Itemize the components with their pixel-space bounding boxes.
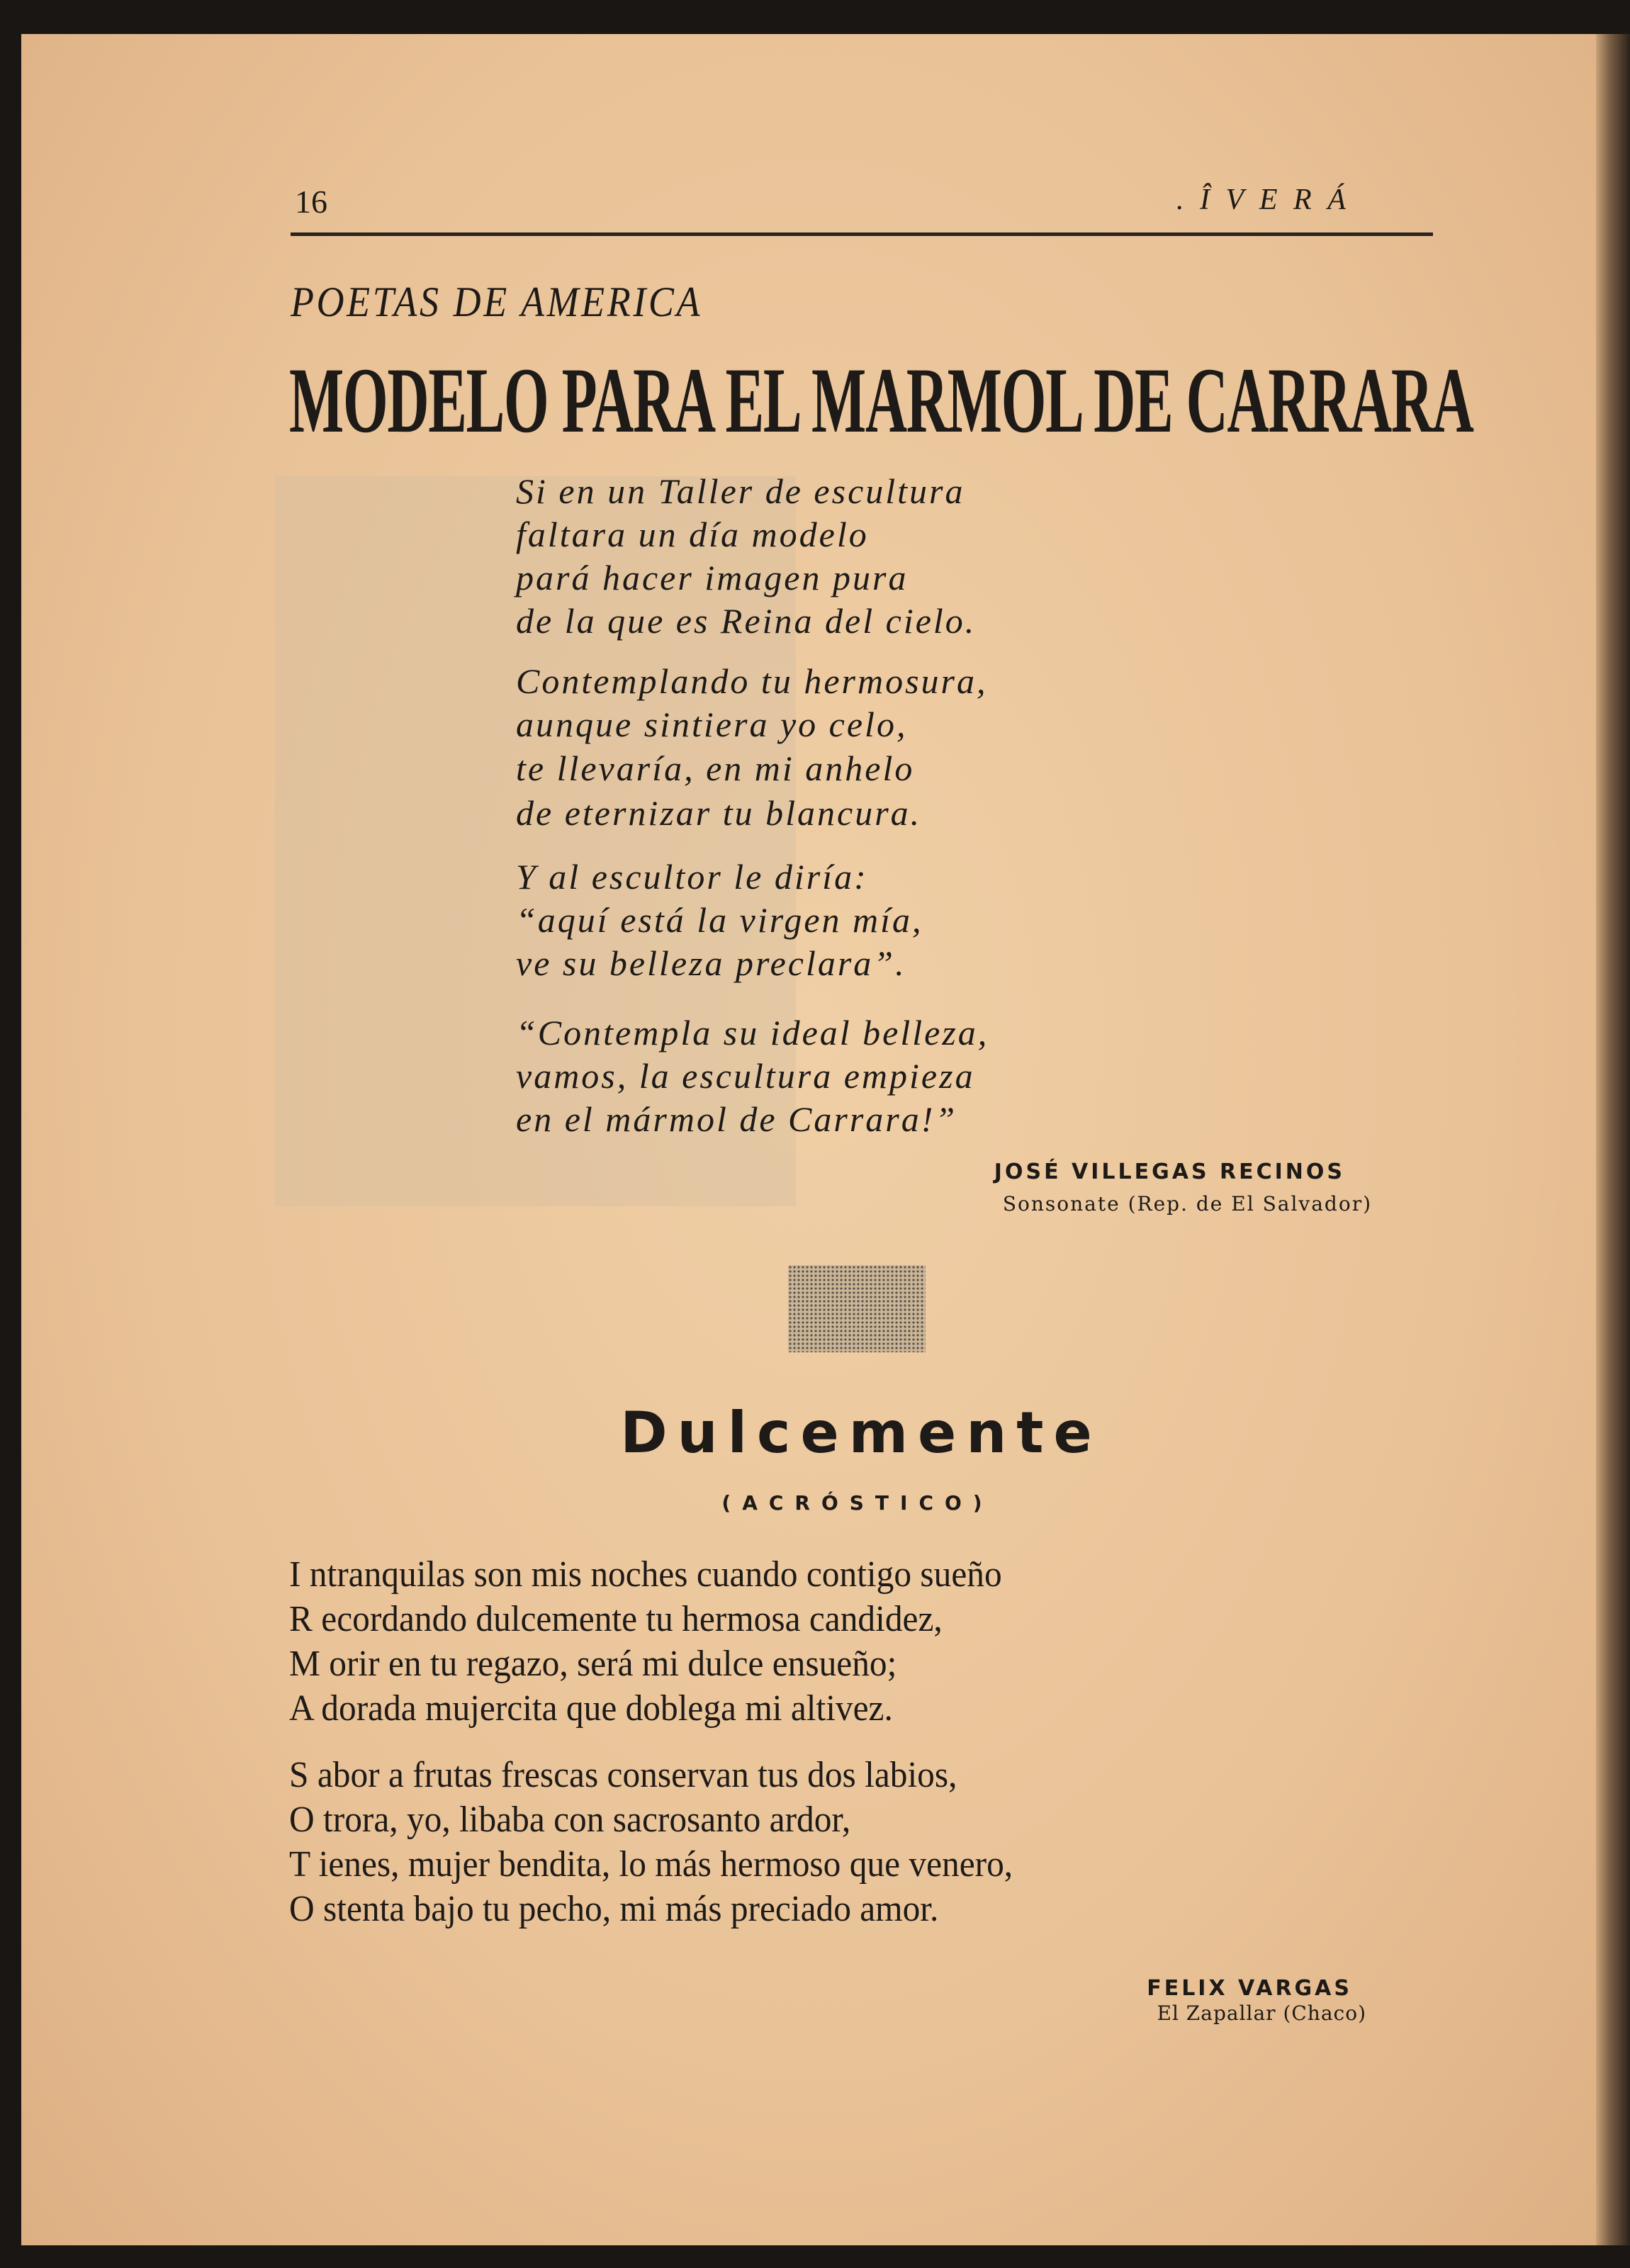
poem-line: ve su belleza preclara”. [516,943,906,983]
poem-line: R ecordando dulcemente tu hermosa candidez, [289,1599,943,1639]
poem-1-author: JOSÉ VILLEGAS RECINOS [994,1160,1345,1184]
poem-line: T ienes, mujer bendita, lo más hermoso que venero, [289,1844,1013,1885]
poem-line: O stenta bajo tu pecho, mi más preciado amor. [289,1889,939,1929]
page-number: 16 [295,184,327,220]
page-edge [1596,34,1630,2245]
poem-line: aunque sintiera yo celo, [516,704,908,744]
poem-line: S abor a frutas frescas conservan tus dos labios, [289,1755,957,1795]
poem-line: O trora, yo, libaba con sacrosanto ardor, [289,1800,851,1840]
poem-line: I ntranquilas son mis noches cuando contigo sueño [289,1554,1002,1595]
poem-line: pará hacer imagen pura [516,558,909,597]
header-rule [291,232,1433,236]
poem-line: vamos, la escultura empieza [516,1056,975,1096]
poem-line: te llevaría, en mi anhelo [516,748,915,788]
poem-line: Si en un Taller de escultura [516,471,965,511]
poem-1-place: Sonsonate (Rep. de El Salvador) [1002,1192,1372,1216]
poem-2-place: El Zapallar (Chaco) [1157,2002,1366,2025]
poem-line: “aquí está la virgen mía, [516,900,923,940]
poem-line: M orir en tu regazo, será mi dulce ensueño; [289,1644,897,1684]
poem-line: de la que es Reina del cielo. [516,601,977,641]
poem-line: Y al escultor le diría: [516,857,868,897]
ornament-halftone [788,1265,926,1352]
poem-2-subtitle: (ACRÓSTICO) [721,1491,994,1515]
poem-2-author: FELIX VARGAS [1147,1976,1352,2001]
poem-2-title: Dulcemente [620,1400,1102,1466]
poem-line: “Contempla su ideal belleza, [516,1013,989,1052]
poem-line: en el mármol de Carrara!” [516,1099,957,1139]
section-label: POETAS DE AMERICA [291,279,703,325]
poem-line: A dorada mujercita que doblega mi altivez. [289,1688,893,1729]
magazine-name: . Î V E R Á [1176,184,1350,216]
poem-title: MODELO PARA EL MARMOL DE CARRARA [289,348,1473,452]
poem-line: faltara un día modelo [516,515,869,554]
poem-line: Contemplando tu hermosura, [516,661,988,701]
poem-line: de eternizar tu blancura. [516,793,922,833]
